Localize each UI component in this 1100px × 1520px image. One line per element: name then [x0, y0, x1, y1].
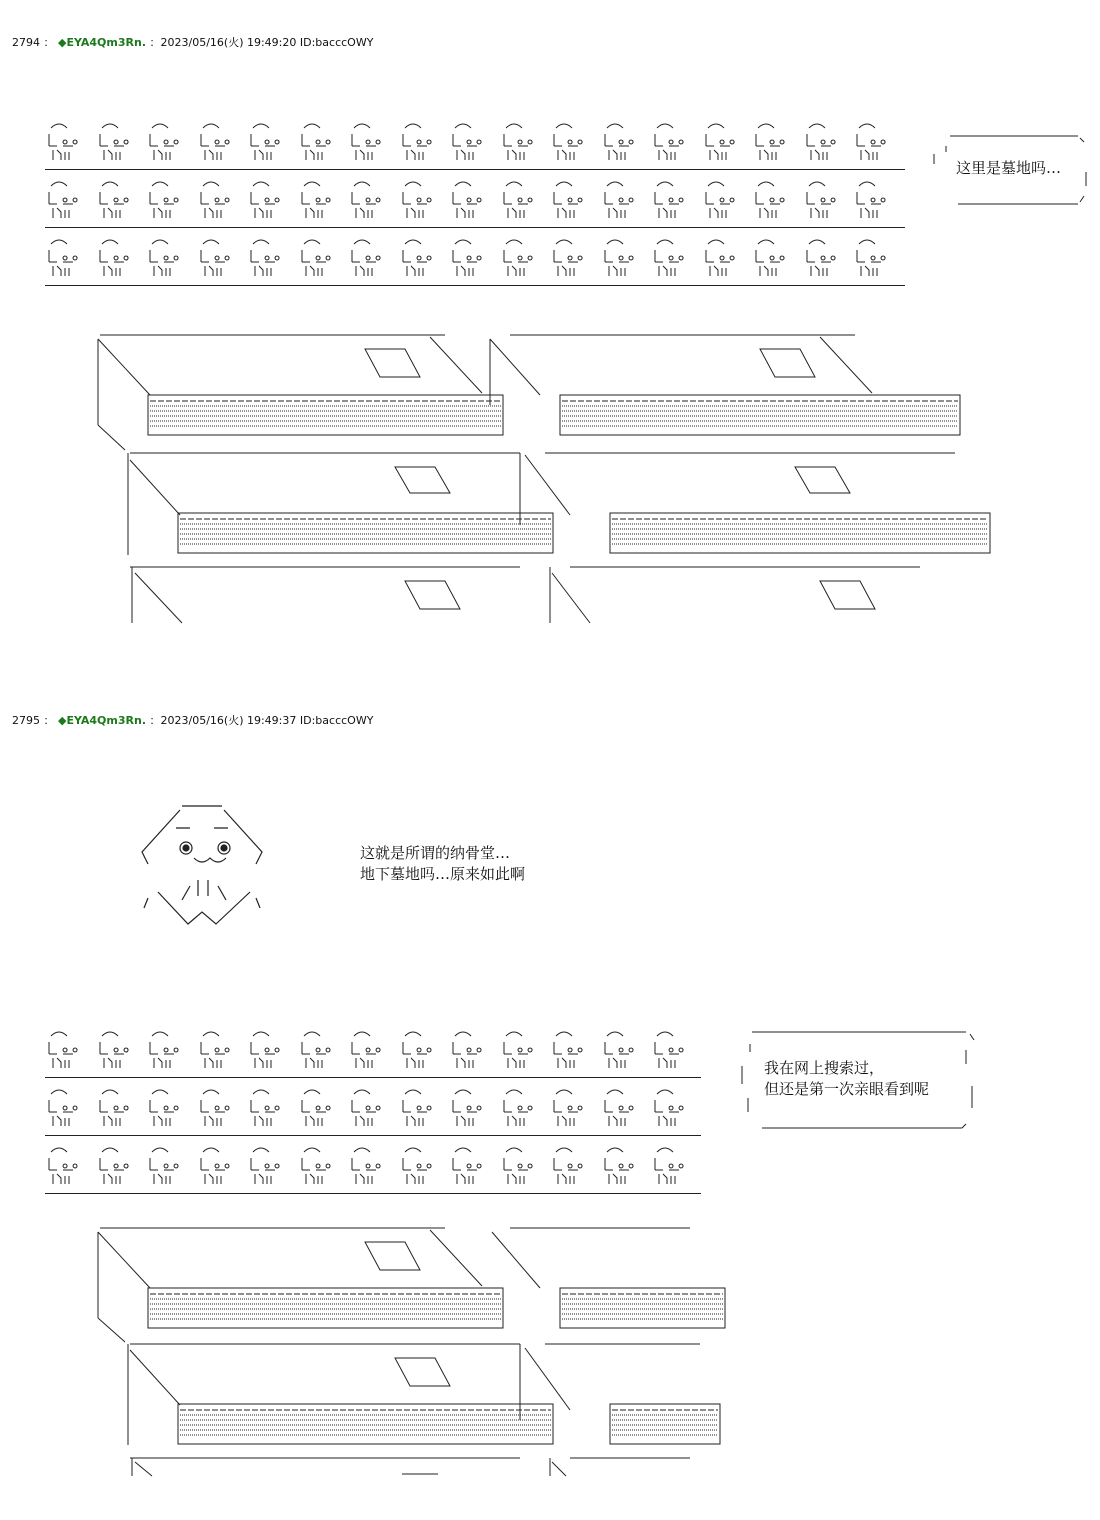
chibi-figure	[702, 236, 750, 280]
chibi-figure	[550, 236, 598, 280]
chibi-figure	[96, 1144, 144, 1188]
chibi-figure	[803, 178, 851, 222]
chibi-figure	[247, 120, 295, 164]
chibi-figure	[197, 1144, 245, 1188]
ossuary-shelves-art-1	[90, 325, 1000, 625]
crowd-row	[45, 236, 905, 294]
chibi-figure	[45, 1028, 93, 1072]
chibi-figure	[197, 236, 245, 280]
chibi-figure	[45, 236, 93, 280]
chibi-figure	[702, 178, 750, 222]
chibi-figure	[803, 236, 851, 280]
chibi-figure	[651, 120, 699, 164]
chibi-figure	[651, 1144, 699, 1188]
chibi-figure	[752, 120, 800, 164]
chibi-figure	[752, 236, 800, 280]
chibi-figure	[601, 120, 649, 164]
chibi-figure	[348, 1086, 396, 1130]
post-header-2794	[12, 34, 373, 50]
chibi-figure	[146, 1086, 194, 1130]
chibi-figure	[96, 1086, 144, 1130]
post-number: 2795	[12, 714, 40, 727]
chibi-figure	[500, 120, 548, 164]
chibi-figure	[500, 178, 548, 222]
chibi-figure	[197, 178, 245, 222]
bubble-text	[764, 1058, 929, 1100]
chibi-figure	[197, 120, 245, 164]
speech-bubble-2	[738, 1026, 978, 1132]
bubble-line: 我在网上搜索过，	[764, 1059, 885, 1077]
chibi-figure	[601, 178, 649, 222]
chibi-figure	[348, 1028, 396, 1072]
chibi-figure	[298, 236, 346, 280]
chibi-figure	[500, 1086, 548, 1130]
chibi-figure	[247, 178, 295, 222]
chibi-figure	[500, 236, 548, 280]
chibi-figure	[803, 120, 851, 164]
chibi-figure	[146, 120, 194, 164]
chibi-figure	[348, 178, 396, 222]
chibi-figure	[651, 236, 699, 280]
chibi-figure	[752, 178, 800, 222]
chibi-figure	[550, 120, 598, 164]
crowd-row	[45, 1086, 701, 1144]
chibi-figure	[298, 1144, 346, 1188]
speech-bubble-1	[930, 132, 1090, 208]
chibi-figure	[601, 1086, 649, 1130]
chibi-figure	[96, 178, 144, 222]
chibi-figure	[45, 1086, 93, 1130]
chibi-figure	[399, 120, 447, 164]
chibi-figure	[146, 1028, 194, 1072]
ossuary-shelves-art-2	[90, 1220, 740, 1480]
chibi-figure	[449, 1086, 497, 1130]
post-separator: ：	[43, 714, 55, 727]
chibi-figure	[96, 120, 144, 164]
chibi-figure	[348, 120, 396, 164]
chibi-figure	[247, 1086, 295, 1130]
post-meta: ：2023/05/16(火) 19:49:37 ID:bacccOWY	[149, 714, 374, 727]
crowd-row	[45, 120, 905, 178]
chibi-figure	[500, 1028, 548, 1072]
chibi-figure	[500, 1144, 548, 1188]
chibi-figure	[702, 120, 750, 164]
post-separator: ：	[43, 36, 55, 49]
chibi-figure	[197, 1086, 245, 1130]
chibi-figure	[399, 1144, 447, 1188]
narration-text	[360, 843, 525, 885]
chibi-figure	[601, 1144, 649, 1188]
chibi-figure	[298, 120, 346, 164]
chibi-figure	[601, 1028, 649, 1072]
chibi-figure	[853, 236, 901, 280]
chibi-figure	[247, 1144, 295, 1188]
chibi-figure	[45, 1144, 93, 1188]
chibi-figure	[146, 178, 194, 222]
chibi-figure	[45, 178, 93, 222]
chibi-figure	[449, 1028, 497, 1072]
chibi-figure	[651, 1028, 699, 1072]
post-meta: ：2023/05/16(火) 19:49:20 ID:bacccOWY	[149, 36, 374, 49]
poster-trip[interactable]: ◆EYA4Qm3Rn.	[58, 714, 146, 727]
narration-line: 地下墓地吗…原来如此啊	[360, 865, 526, 883]
chibi-figure	[550, 1086, 598, 1130]
chibi-figure	[449, 120, 497, 164]
chibi-figure	[449, 1144, 497, 1188]
chibi-figure	[550, 178, 598, 222]
chibi-figure	[399, 236, 447, 280]
chibi-figure	[348, 236, 396, 280]
chibi-figure	[399, 1086, 447, 1130]
narration-line: 这就是所谓的纳骨堂…	[360, 844, 511, 862]
chibi-figure	[601, 236, 649, 280]
chibi-figure	[853, 120, 901, 164]
bubble-line: 但还是第一次亲眼看到呢	[764, 1080, 930, 1098]
chibi-figure	[298, 178, 346, 222]
chibi-figure	[45, 120, 93, 164]
chibi-figure	[348, 1144, 396, 1188]
chibi-figure	[197, 1028, 245, 1072]
chibi-figure	[298, 1028, 346, 1072]
post-header-2795	[12, 712, 373, 728]
chibi-figure	[146, 1144, 194, 1188]
chibi-figure	[550, 1144, 598, 1188]
chibi-figure	[550, 1028, 598, 1072]
chibi-figure	[96, 1028, 144, 1072]
bubble-line: 这里是墓地吗…	[956, 159, 1062, 177]
chibi-figure	[247, 236, 295, 280]
crowd-art-1	[45, 120, 905, 294]
crowd-row	[45, 178, 905, 236]
crowd-row	[45, 1028, 701, 1086]
chibi-figure	[449, 236, 497, 280]
chibi-figure	[399, 1028, 447, 1072]
post-number: 2794	[12, 36, 40, 49]
bubble-text	[956, 158, 1061, 179]
chibi-figure	[399, 178, 447, 222]
crowd-art-2	[45, 1028, 701, 1202]
chibi-figure	[96, 236, 144, 280]
chibi-figure	[449, 178, 497, 222]
crowd-row	[45, 1144, 701, 1202]
chibi-figure	[651, 178, 699, 222]
chibi-figure	[146, 236, 194, 280]
chibi-figure	[247, 1028, 295, 1072]
chibi-figure	[651, 1086, 699, 1130]
poster-trip[interactable]: ◆EYA4Qm3Rn.	[58, 36, 146, 49]
chibi-figure	[853, 178, 901, 222]
chibi-figure	[298, 1086, 346, 1130]
praying-character-art	[138, 800, 268, 950]
